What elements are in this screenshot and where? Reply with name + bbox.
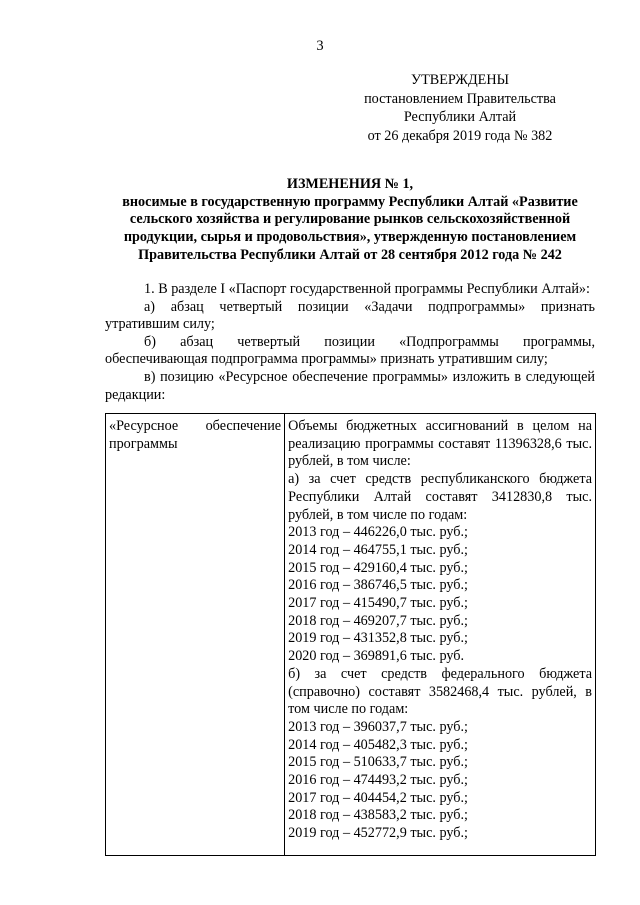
- page-number: 3: [316, 38, 324, 54]
- paragraph-4: в) позицию «Ресурсное обеспечение программы» изложить в следующей редакции:: [105, 368, 595, 403]
- value-cell: [285, 414, 596, 856]
- paragraph-3-line-1: б) абзац четвертый позиции «Подпрограммы программы,: [144, 333, 595, 350]
- approval-block: [340, 71, 580, 145]
- list-item: 2013 год – 396037,7 тыс. руб.;: [288, 718, 468, 735]
- approval-line-2: постановлением Правительства: [364, 90, 556, 107]
- list-item: 2014 год – 464755,1 тыс. руб.;: [288, 541, 468, 558]
- resource-table: [105, 413, 596, 856]
- list-item: 2014 год – 405482,3 тыс. руб.;: [288, 736, 468, 753]
- years-b-list: [288, 719, 592, 843]
- list-item: 2017 год – 415490,7 тыс. руб.;: [288, 595, 468, 612]
- title-line-3: сельского хозяйства и регулирование рынков сельскохозяйственной: [129, 211, 571, 228]
- list-item: 2013 год – 446226,0 тыс. руб.;: [288, 524, 468, 541]
- paragraph-2: а) абзац четвертый позиции «Задачи подпрограммы» признать утратившим силу;: [105, 298, 595, 333]
- section-b: б) за счет средств федерального бюджета (справочно) составят 3582468,4 тыс. рублей, в том числе по годам:: [288, 665, 592, 718]
- table-row: [106, 414, 596, 856]
- section-a: а) за счет средств республиканского бюджета Республики Алтай составят 3412830,8 тыс. рублей, в том числе по годам:: [288, 471, 592, 523]
- document-title: [105, 176, 595, 265]
- approval-line-3: Республики Алтай: [403, 109, 517, 126]
- list-item: 2015 год – 510633,7 тыс. руб.;: [288, 754, 468, 771]
- title-line-2: вносимые в государственную программу Республики Алтай «Развитие: [122, 193, 578, 210]
- paragraph-3-line-2: обеспечивающая подпрограмма программы» признать утратившим силу;: [105, 351, 548, 368]
- approval-line-4: от 26 декабря 2019 года № 382: [367, 127, 553, 144]
- title-line-4: продукции, сырья и продовольствия», утвержденную постановлением: [123, 229, 577, 246]
- list-item: 2020 год – 369891,6 тыс. руб.: [288, 648, 465, 665]
- list-item: 2015 год – 429160,4 тыс. руб.;: [288, 559, 468, 576]
- body-text: [105, 281, 595, 404]
- paragraph-1: 1. В разделе I «Паспорт государственной программы Республики Алтай»:: [144, 281, 590, 297]
- list-item: 2016 год – 386746,5 тыс. руб.;: [288, 577, 468, 594]
- list-item: 2017 год – 404454,2 тыс. руб.;: [288, 789, 468, 806]
- list-item: 2019 год – 452772,9 тыс. руб.;: [288, 825, 468, 842]
- label-cell: [106, 414, 285, 856]
- resource-label: «Ресурсное обеспечение программы: [109, 418, 282, 452]
- approval-line-1: УТВЕРЖДЕНЫ: [411, 72, 509, 88]
- title-line-5: Правительства Республики Алтай от 28 сентября 2012 года № 242: [138, 246, 562, 263]
- years-a-list: [288, 524, 592, 666]
- list-item: 2016 год – 474493,2 тыс. руб.;: [288, 772, 468, 789]
- list-item: 2019 год – 431352,8 тыс. руб.;: [288, 630, 468, 647]
- list-item: 2018 год – 469207,7 тыс. руб.;: [288, 612, 468, 629]
- funding-intro: Объемы бюджетных ассигнований в целом на реализацию программы составят 11396328,6 тыс. рублей, в том числе:: [288, 418, 592, 470]
- list-item: 2018 год – 438583,2 тыс. руб.;: [288, 807, 468, 824]
- title-line-1: ИЗМЕНЕНИЯ № 1,: [286, 176, 414, 192]
